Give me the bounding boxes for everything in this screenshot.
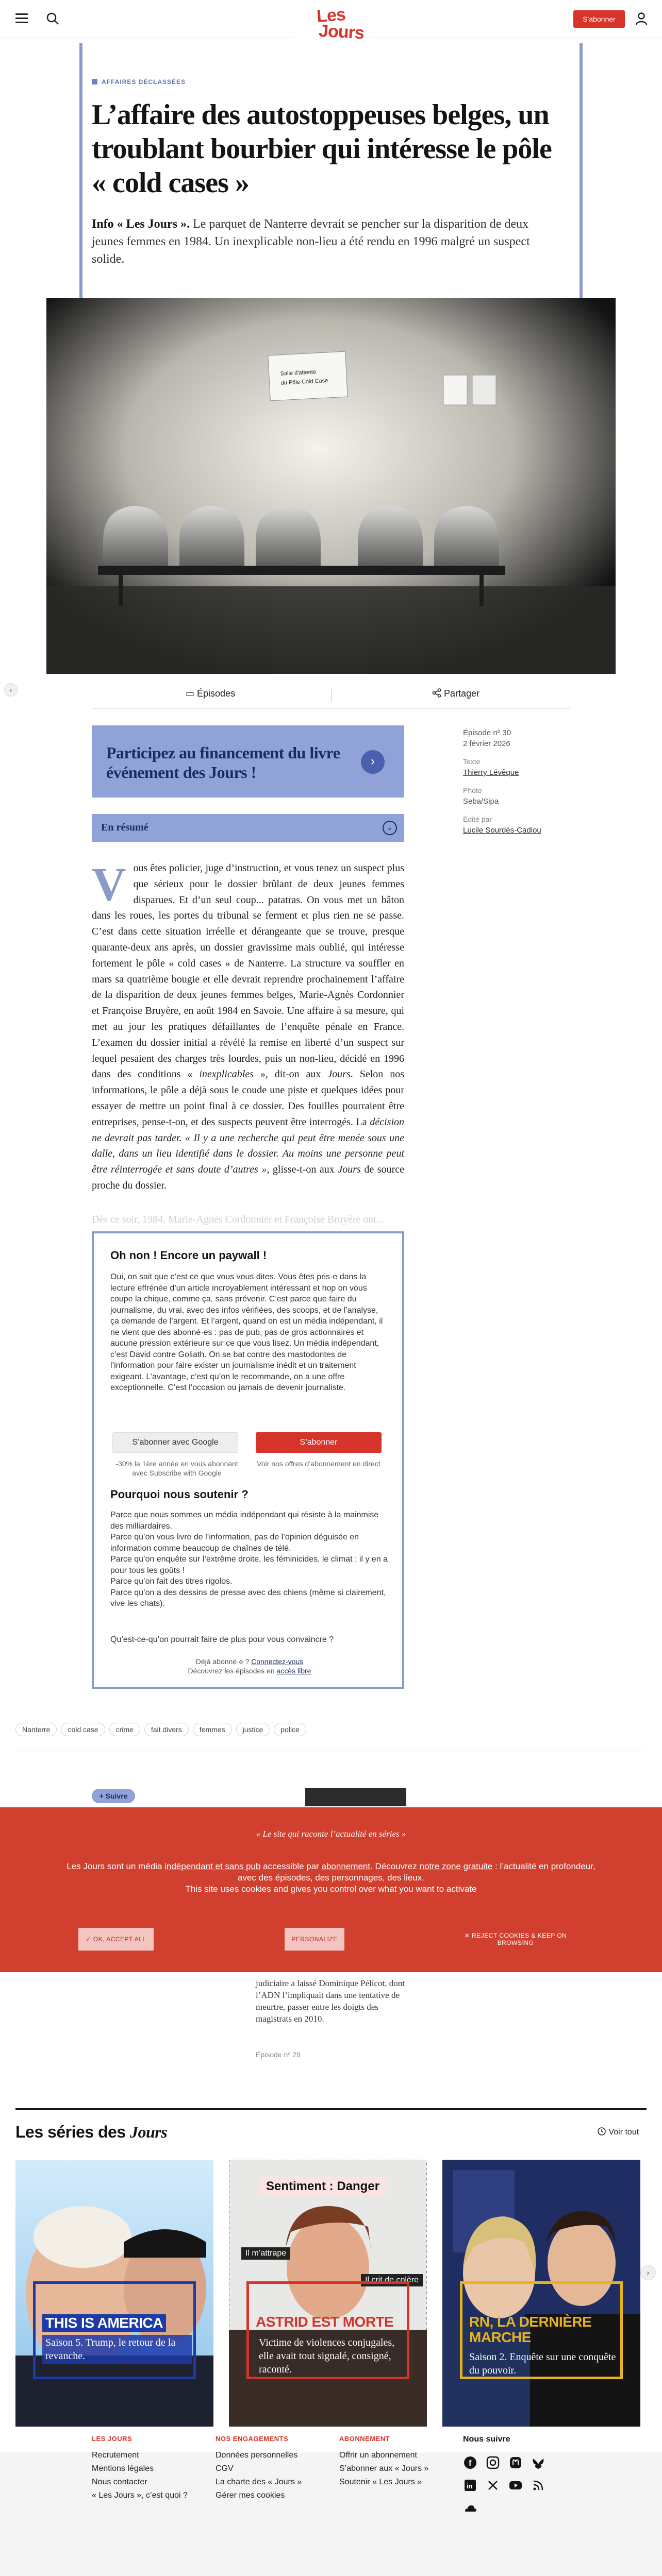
prev-arrow-button[interactable]: ‹ xyxy=(4,683,18,697)
body-italic1: inexplicables xyxy=(199,1069,254,1080)
body-part3: . Selon nos informations, le pôle a déjà sous le coude une piste et quelques idées pour essayer de mettre un point final à ce dossier. Des fouilles pourraient être entreprises, pense-t-on, et des suspects peuvent être interrogés. La xyxy=(92,1069,405,1128)
article-chapo xyxy=(92,215,556,268)
x-icon[interactable] xyxy=(486,2478,500,2493)
cookie-text-5: This site uses cookies and gives you control over what you want to activate xyxy=(185,1884,477,1894)
photo-label: Photo xyxy=(463,786,482,794)
card-title: THIS IS AMERICA xyxy=(42,2314,166,2332)
top-bar xyxy=(0,0,662,43)
footer-link[interactable]: Soutenir « Les Jours » xyxy=(339,2478,422,2486)
bar-divider xyxy=(331,689,332,702)
faded-text: Dès ce soir, 1984, Marie-Agnès Cordonnier et Françoise Bruyère ont... xyxy=(92,1214,384,1225)
subscription-link[interactable]: abonnement xyxy=(321,1861,371,1871)
cookie-text xyxy=(62,1861,600,1895)
footer-col-abonnement xyxy=(339,2435,428,2489)
svg-text:f: f xyxy=(469,2459,472,2468)
google-subscribe-button[interactable]: S’abonner avec Google xyxy=(112,1432,238,1453)
episodes-label: Épisodes xyxy=(197,688,236,699)
card-desc: Saison 5. Trump, le retour de la revanche. xyxy=(42,2335,192,2364)
tag[interactable]: femmes xyxy=(193,1723,232,1736)
body-part2: », dit-on aux xyxy=(253,1069,328,1080)
body-italic4: Jours xyxy=(338,1164,361,1176)
bluesky-icon[interactable] xyxy=(531,2455,545,2470)
soundcloud-icon[interactable] xyxy=(463,2501,477,2515)
next-arrow-button[interactable]: › xyxy=(640,2265,656,2280)
subscribe-button[interactable]: S'abonner xyxy=(573,10,625,28)
series-title xyxy=(15,2123,167,2142)
chapo-text: Le parquet de Nanterre devrait se pencher sur la disparition de deux jeunes femmes en 1984. Un inexplicable non-lieu a été rendu en 1996 malgré un suspect solide. xyxy=(92,217,530,266)
see-all-label: Voir tout xyxy=(608,2128,639,2137)
sticker-danger: Sentiment : Danger xyxy=(260,2177,386,2196)
logo-line2: Jours xyxy=(318,21,365,43)
sticker-colere: Il crit de colère xyxy=(361,2274,423,2286)
drop-cap: V xyxy=(92,858,126,910)
card-desc: Saison 2. Enquête sur une conquête du pouvoir. xyxy=(469,2351,616,2376)
waiting-room-illustration xyxy=(46,298,616,674)
summary-toggle[interactable] xyxy=(92,814,404,842)
body-italic2: Jours xyxy=(327,1069,351,1080)
hero-image xyxy=(46,298,616,674)
edit-label: Édité par xyxy=(463,815,492,823)
personalize-button[interactable]: PERSONALIZE xyxy=(285,1928,344,1951)
discover-text: Découvrez les épisodes en xyxy=(188,1667,275,1675)
user-icon[interactable] xyxy=(634,11,649,26)
footer-link[interactable]: CGV xyxy=(216,2464,234,2473)
clock-icon xyxy=(597,2127,606,2136)
paywall-box xyxy=(92,1231,404,1689)
search-icon[interactable] xyxy=(45,11,60,26)
paywall-footer xyxy=(110,1657,389,1675)
sign-line2: du Pôle Cold Case xyxy=(280,377,328,386)
episode-number: Épisode nº 30 xyxy=(463,728,511,737)
cookie-text-2: accessible par xyxy=(260,1861,322,1871)
convince-question: Qu’est-ce-qu’on pourrait faire de plus pour vous convaincre ? xyxy=(110,1635,334,1644)
tag-list xyxy=(15,1723,310,1736)
why-item: Parce qu’on vous livre de l’information, pas de l’opinion déguisée en information comme beaucoup de chaînes de télé. xyxy=(110,1533,359,1553)
cookie-text-4: : l’actualité en profondeur, avec des épisodes, des personnages, des lieux. xyxy=(238,1861,595,1883)
site-logo[interactable] xyxy=(293,7,369,45)
footer-link[interactable]: « Les Jours », c’est quoi ? xyxy=(92,2491,188,2500)
episode-date: 2 février 2026 xyxy=(463,739,510,748)
why-item: Parce qu’on enquête sur l’extrême droite, les féminicides, le climat : il y en a pour tous les goûts ! xyxy=(110,1555,388,1575)
card-title: ASTRID EST MORTE xyxy=(256,2314,394,2330)
why-item: Parce qu’on a des dessins de presse avec des chiens (même si clairement, vive les chats). xyxy=(110,1588,386,1608)
series-card[interactable] xyxy=(229,2160,427,2427)
author-link[interactable]: Thierry Lévêque xyxy=(463,768,519,777)
tag[interactable]: crime xyxy=(109,1723,140,1736)
footer-link[interactable]: Gérer mes cookies xyxy=(216,2491,285,2500)
body-italic3: décision ne devrait pas tarder. « Il y a une recherche qui peut être menée sous une dalle, dans un lieu identifié dans le dossier. Au moins une personne peut être réinterrogée et sans doute d’autres » xyxy=(92,1116,404,1176)
text-label: Texte xyxy=(463,757,481,766)
rss-icon[interactable] xyxy=(531,2478,545,2493)
see-all-link[interactable] xyxy=(597,2127,639,2137)
share-label: Partager xyxy=(444,688,480,699)
menu-icon[interactable] xyxy=(15,13,28,24)
episodes-button[interactable] xyxy=(186,688,235,699)
body-part4: , glisse-t-on aux xyxy=(267,1164,338,1176)
series-divider xyxy=(15,2108,647,2110)
follow-us-title: Nous suivre xyxy=(463,2435,510,2444)
body-part5: de source proche du dossier. xyxy=(92,1164,405,1191)
footer-link[interactable]: Offrir un abonnement xyxy=(339,2451,417,2460)
mastodon-icon[interactable] xyxy=(508,2455,523,2470)
footer-col-engagements xyxy=(216,2435,302,2502)
episode-thumbnail[interactable] xyxy=(305,1788,406,1806)
article-kicker[interactable]: AFFAIRES DÉCLASSÉES xyxy=(92,78,186,86)
already-subscribed: Déjà abonné·e ? xyxy=(195,1657,250,1666)
free-access-link[interactable]: accès libre xyxy=(276,1667,311,1675)
card-desc: Victime de violences conjugales, elle avait tout signalé, consigné, raconté. xyxy=(256,2335,405,2377)
footer-link[interactable]: Nous contacter xyxy=(92,2478,147,2486)
facebook-icon[interactable] xyxy=(463,2455,477,2470)
free-zone-link[interactable]: notre zone gratuite xyxy=(419,1861,493,1871)
footer-link[interactable]: La charte des « Jours » xyxy=(216,2478,302,2486)
sticker-attrape: Il m’attrape xyxy=(241,2247,290,2260)
share-icon xyxy=(432,688,441,698)
summary-label: En résumé xyxy=(101,822,148,833)
episode-number-prev: Épisode nº 29 xyxy=(256,2050,301,2059)
cookie-text-3: . Découvrez xyxy=(370,1861,420,1871)
series-title-b: Jours xyxy=(129,2123,168,2141)
paywall-text: Oui, on sait que c’est ce que vous vous dites. Vous êtes pris·e dans la lecture effrénée d’un article incroyablement intéressant et hop on vous coupe la chique, comme ça, sans prévenir. C’est parce que faire du journalisme, du vrai, avec des infos vérifiées, des scoops, et de l’analyse, ça demande de l’argent. Et l’argent, quand on est un média indépendant, il ne vient que des abonné·es : pas de pub, pas de gros actionnaires et aucune pression extérieure sur ce que vous lisez. Un média indépendant, c’est David contre Goliath. On se bat contre des mastodontes de l’information pour faire exister un journalisme inédit et un traitement exigeant. L’avantage, c’est qu’on le recommande, on a une offre exceptionnelle. C’est l’occasion ou jamais de devenir journaliste. xyxy=(110,1273,383,1392)
chevron-down-icon: ⌄ xyxy=(383,821,397,835)
tag[interactable]: cold case xyxy=(61,1723,105,1736)
footer-col-title: NOS ENGAGEMENTS xyxy=(216,2435,289,2443)
share-button[interactable] xyxy=(432,688,479,699)
paywall-subscribe-button[interactable]: S’abonner xyxy=(256,1432,382,1453)
financing-banner[interactable] xyxy=(92,725,404,798)
episode-bar xyxy=(92,683,570,709)
why-item: Parce qu’on fait des titres rigolos. xyxy=(110,1577,233,1586)
why-title: Pourquoi nous soutenir ? xyxy=(110,1488,249,1501)
book-icon: ▭ xyxy=(186,688,195,699)
footer-link[interactable]: Recrutement xyxy=(92,2451,139,2460)
chapo-bold: Info « Les Jours ». xyxy=(92,217,190,231)
episode-excerpt[interactable]: judiciaire a laissé Dominique Pélicot, dont l’ADN l’impliquait dans une tentative de meurtre, passer entre les doigts des magistrats en 2010. xyxy=(256,1978,405,2024)
financing-title: Participez au financement du livre événement des Jours ! xyxy=(106,743,340,782)
tag[interactable]: justice xyxy=(236,1723,270,1736)
tag[interactable]: Nanterre xyxy=(15,1723,57,1736)
tag[interactable]: fait divers xyxy=(144,1723,189,1736)
tag[interactable]: police xyxy=(274,1723,306,1736)
article-title: L’affaire des autostoppeuses belges, un troublant bourbier qui intéresse le pôle « cold cases » xyxy=(92,99,552,199)
article-body xyxy=(92,860,404,1194)
photo-credit: Seba/Sipa xyxy=(463,797,499,806)
editor-link[interactable]: Lucile Sourdès-Cadiou xyxy=(463,826,541,835)
follow-button[interactable]: + Suivre xyxy=(92,1789,135,1803)
linkedin-icon[interactable] xyxy=(463,2478,477,2493)
episode-meta xyxy=(463,727,587,836)
why-list xyxy=(110,1510,389,1609)
footer-col-title: LES JOURS xyxy=(92,2435,133,2443)
logo-line1: Les xyxy=(316,5,346,26)
cookie-quote: « Le site qui raconte l’actualité en séries » xyxy=(256,1829,406,1839)
reject-cookies-button[interactable]: ✕ REJECT COOKIES & KEEP ON BROWSING xyxy=(449,1928,583,1951)
svg-text:in: in xyxy=(467,2482,473,2490)
instagram-icon[interactable] xyxy=(486,2455,500,2470)
why-item: Parce que nous sommes un média indépendant qui résiste à la mainmise des milliardaires. xyxy=(110,1511,379,1531)
offers-note[interactable]: Voir nos offres d’abonnement en direct xyxy=(257,1460,380,1468)
login-link[interactable]: Connectez-vous xyxy=(251,1657,304,1666)
paywall-buttons xyxy=(112,1432,384,1479)
footer-link[interactable]: Mentions légales xyxy=(92,2464,154,2473)
cookie-banner xyxy=(0,1807,662,1972)
footer-col-lesjours xyxy=(92,2435,188,2502)
body-part1: ous êtes policier, juge d’instruction, et vous tenez un suspect plus que sérieux pour le dossier brûlant de deux jeunes femmes disparues. Et d’un seul coup... patatras. On vous met un bâton dans les roues, les portes du tribunal se ferment et plus rien ne se passe. C’est dans cette situation irréelle et dérangeante que se trouve, presque quarante-deux ans après, un dossier gravissime mais oublié, qui intéresse fortement le pôle « cold cases » de Nanterre. La structure va souffler en mars sa quatrième bougie et elle devrait reprendre prochainement l’affaire de la disparition de deux jeunes femmes belges, Marie-Agnès Cordonnier et Françoise Bruyère, en août 1984 en Savoie. Une affaire à sa mesure, qui met au jour les pratiques défaillantes de l’enquête pénale en France. L’examen du dossier initial a révélé la remise en liberté d’un suspect sur lequel pesaient des charges très lourdes, puis un non-lieu, décidé en 1996 dans des conditions « xyxy=(92,862,404,1080)
paywall-title: Oh non ! Encore un paywall ! xyxy=(110,1249,267,1262)
google-note: -30% la 1ère année en vous abonnant avec Subscribe with Google xyxy=(115,1460,238,1477)
footer-link[interactable]: Données personnelles xyxy=(216,2451,298,2460)
series-title-a: Les séries des xyxy=(15,2123,130,2141)
accept-all-button[interactable]: ✓ OK, ACCEPT ALL xyxy=(78,1928,154,1951)
cookie-text-1: Les Jours sont un média xyxy=(67,1861,165,1871)
series-card[interactable] xyxy=(15,2160,213,2427)
footer-link[interactable]: S’abonner aux « Jours » xyxy=(339,2464,429,2473)
series-card[interactable] xyxy=(442,2160,640,2427)
sign-line1: Salle d'attente xyxy=(280,369,317,377)
youtube-icon[interactable] xyxy=(508,2478,523,2493)
card-title: RN, LA DERNIÈRE MARCHE xyxy=(469,2314,592,2345)
arrow-right-icon[interactable]: › xyxy=(361,750,385,774)
footer-col-title: ABONNEMENT xyxy=(339,2435,390,2443)
independent-link[interactable]: indépendant et sans pub xyxy=(164,1861,261,1871)
